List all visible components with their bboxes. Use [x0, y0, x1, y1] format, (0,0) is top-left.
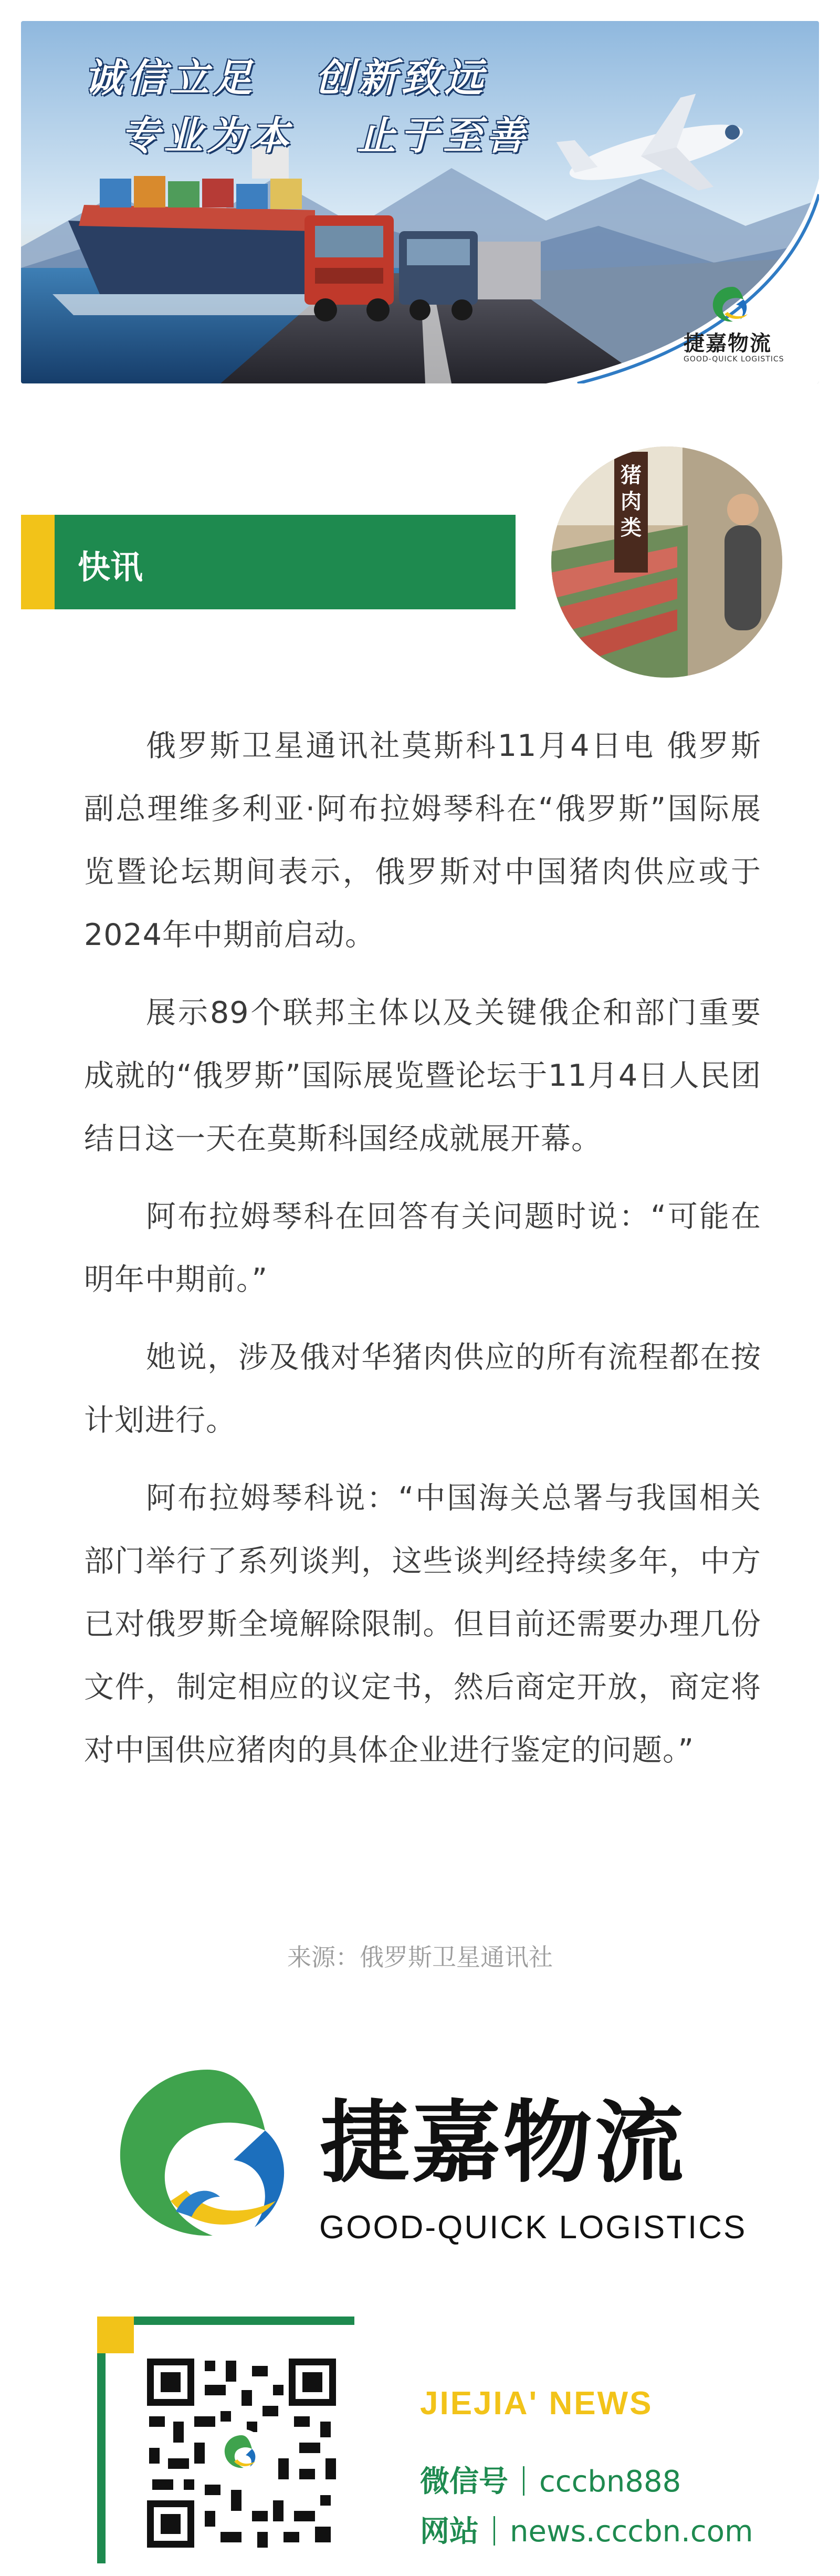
- article-paragraph: 展示89个联邦主体以及关键俄企和部门重要成就的“俄罗斯”国际展览暨论坛于11月4日人民团结日这一天在莫斯科国经成就展开幕。: [84, 995, 761, 1156]
- divider: [494, 2516, 495, 2546]
- banner-slogan-1: 诚信立足: [84, 56, 256, 101]
- section-title: 快讯: [78, 548, 143, 586]
- section-photo-pork-aisle: [551, 446, 782, 678]
- article-source: 来源：俄罗斯卫星通讯社: [287, 1943, 553, 1971]
- banner-slogan-3: 专业为本: [121, 113, 293, 159]
- qr-card-border-left: [97, 2353, 106, 2563]
- footer-logo-tagline: GOOD-QUICK LOGISTICS: [319, 2209, 747, 2246]
- divider: [523, 2466, 524, 2496]
- qr-card-accent: [97, 2317, 134, 2353]
- qr-card-border-top: [134, 2317, 354, 2325]
- supermarket-photo: [551, 446, 782, 678]
- banner-slogan-2: 创新致远: [315, 56, 487, 101]
- article-paragraph: 她说，涉及俄对华猪肉供应的所有流程都在按计划进行。: [84, 1340, 761, 1438]
- article-paragraph: 阿布拉姆琴科在回答有关问题时说：“可能在明年中期前。”: [84, 1199, 761, 1297]
- website-link[interactable]: news.cccbn.com: [510, 2515, 753, 2549]
- banner-logo-name: 捷嘉物流: [684, 331, 772, 356]
- qr-code[interactable]: [142, 2353, 341, 2553]
- hero-banner: [21, 21, 819, 383]
- contact-website: [420, 2508, 753, 2550]
- section-accent: [21, 515, 55, 609]
- photo-sign-text: 猪肉类: [621, 463, 642, 540]
- logo-swirl-icon: [709, 284, 756, 326]
- article-body: [84, 714, 761, 1796]
- wechat-label: 微信号: [420, 2465, 508, 2499]
- footer-logo-swirl-icon: [108, 2059, 307, 2248]
- banner-slogan-4: 止于至善: [357, 113, 529, 159]
- article-paragraph: 俄罗斯卫星通讯社莫斯科11月4日电 俄罗斯副总理维多利亚·阿布拉姆琴科在“俄罗斯”国际展览暨论坛期间表示，俄罗斯对中国猪肉供应或于2024年中期前启动。: [84, 729, 761, 952]
- contact-wechat: [420, 2458, 681, 2500]
- banner-logo-tagline: GOOD-QUICK LOGISTICS: [684, 355, 784, 363]
- news-title: JIEJIA' NEWS: [420, 2385, 653, 2422]
- footer-logo-name: 捷嘉物流: [320, 2091, 686, 2195]
- article-paragraph: 阿布拉姆琴科说：“中国海关总署与我国相关部门举行了系列谈判，这些谈判经持续多年，中方已对俄罗斯全境解除限制。但目前还需要办理几份文件，制定相应的议定书，然后商定开放，商定将对中国供应猪肉的具体企业进行鉴定的问题。”: [84, 1481, 761, 1768]
- wechat-value[interactable]: cccbn888: [539, 2465, 681, 2499]
- website-label: 网站: [420, 2515, 479, 2549]
